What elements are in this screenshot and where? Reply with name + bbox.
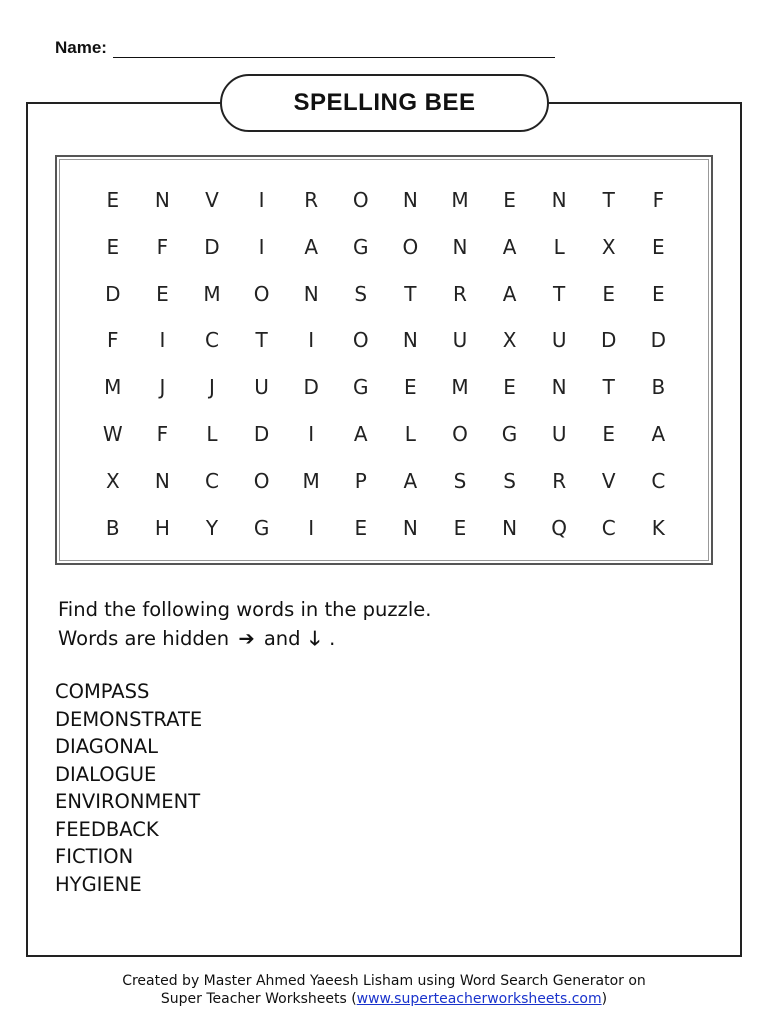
title-text: SPELLING BEE <box>293 89 476 116</box>
grid-letter: C <box>651 468 666 493</box>
name-blank-line <box>113 41 555 58</box>
grid-letter: W <box>102 421 123 446</box>
grid-letter: T <box>255 328 268 353</box>
grid-letter: J <box>209 375 215 400</box>
grid-letter: E <box>652 281 665 306</box>
instruction-hidden-text: Words are hidden <box>58 627 230 650</box>
grid-letter: X <box>601 234 616 259</box>
grid-letter: E <box>453 515 467 540</box>
grid-letter: I <box>258 188 265 212</box>
grid-letter: T <box>602 188 615 212</box>
grid-letter: F <box>107 328 119 353</box>
grid-letter: A <box>502 281 517 306</box>
grid-letter: E <box>602 421 616 446</box>
grid-letter: M <box>451 375 469 400</box>
grid-letter: C <box>205 328 219 353</box>
grid-letter: O <box>352 328 369 353</box>
grid-letter: E <box>354 515 368 540</box>
grid-letter: Q <box>551 515 568 540</box>
footer-line-2 <box>0 990 768 1008</box>
grid-letter: O <box>253 468 270 493</box>
grid-letter: E <box>602 281 616 306</box>
grid-letter: F <box>156 421 169 446</box>
instruction-period: . <box>329 627 336 650</box>
grid-letter: F <box>652 188 665 212</box>
word-list-item: DEMONSTRATE <box>55 707 203 731</box>
grid-letter: X <box>105 468 120 493</box>
grid-letter: D <box>105 281 121 306</box>
grid-letter: K <box>651 515 665 540</box>
grid-letter: E <box>106 188 120 212</box>
grid-letter: T <box>404 281 417 306</box>
grid-letter: S <box>453 468 467 493</box>
grid-letter: M <box>203 281 221 306</box>
grid-letter: M <box>451 188 469 212</box>
grid-letter: T <box>602 375 615 400</box>
grid-letter: E <box>503 375 516 400</box>
name-label: Name: <box>55 38 107 57</box>
grid-letter: M <box>104 375 122 400</box>
grid-letter: P <box>354 468 367 493</box>
grid-letter: V <box>601 468 616 493</box>
word-search-grid <box>88 180 684 554</box>
grid-letter: R <box>552 468 567 493</box>
grid-letter: M <box>302 468 320 493</box>
grid-letter: N <box>551 188 567 212</box>
worksheet-title <box>220 74 549 132</box>
grid-letter: U <box>551 421 567 446</box>
grid-letter: E <box>503 188 516 212</box>
footer-prefix: Super Teacher Worksheets ( <box>160 991 357 1007</box>
grid-letter: E <box>652 234 665 259</box>
grid-letter: N <box>551 375 567 400</box>
word-list-item: COMPASS <box>55 680 150 703</box>
grid-letter: D <box>204 234 220 259</box>
grid-letter: E <box>106 234 120 259</box>
grid-letter: D <box>303 375 319 400</box>
grid-letter: I <box>308 515 315 540</box>
grid-letter: A <box>651 421 666 446</box>
grid-letter: O <box>352 188 369 212</box>
grid-letter: Y <box>205 515 219 540</box>
word-list-item: ENVIRONMENT <box>55 790 201 813</box>
grid-letter: R <box>304 188 319 212</box>
grid-letter: V <box>205 188 219 212</box>
grid-letter: D <box>601 328 617 353</box>
grid-letter: I <box>258 234 265 259</box>
grid-letter: S <box>354 281 368 306</box>
grid-letter: A <box>304 234 319 259</box>
grid-letter: H <box>154 515 170 540</box>
grid-letter: N <box>303 281 319 306</box>
grid-letter: L <box>206 421 218 446</box>
grid-letter: C <box>601 515 616 540</box>
footer <box>0 972 768 1008</box>
arrow-right-icon: ➔ <box>238 627 255 650</box>
grid-letter: N <box>402 188 418 212</box>
grid-letter: D <box>253 421 270 446</box>
grid-letter: G <box>353 234 369 259</box>
grid-letter: G <box>353 375 369 400</box>
grid-letter: O <box>402 234 419 259</box>
grid-letter: F <box>156 234 169 259</box>
grid-letter: E <box>404 375 417 400</box>
grid-letter: L <box>553 234 565 259</box>
grid-letter: B <box>105 515 120 540</box>
grid-letter: L <box>404 421 416 446</box>
grid-letter: G <box>253 515 270 540</box>
footer-line-1: Created by Master Ahmed Yaeesh Lisham using Word Search Generator on <box>122 973 646 989</box>
grid-letter: N <box>452 234 468 259</box>
grid-letter: A <box>403 468 418 493</box>
footer-suffix: ) <box>601 991 608 1007</box>
grid-letter: S <box>503 468 516 493</box>
grid-letter: I <box>308 421 315 446</box>
grid-letter: N <box>402 515 418 540</box>
grid-letter: N <box>502 515 518 540</box>
grid-letter: X <box>502 328 517 353</box>
grid-letter: T <box>553 281 566 306</box>
word-list-item: HYGIENE <box>55 872 142 896</box>
grid-letter: J <box>159 375 166 400</box>
grid-letter: I <box>159 328 166 353</box>
grid-letter: D <box>650 328 667 353</box>
arrow-down-icon: 🡓 <box>309 627 320 650</box>
grid-letter: O <box>253 281 270 306</box>
grid-letter: U <box>452 328 468 353</box>
word-list-item: DIALOGUE <box>55 762 157 786</box>
instruction-line-2 <box>58 624 432 653</box>
word-list <box>55 678 202 898</box>
grid-letter: O <box>452 421 468 446</box>
grid-letter: B <box>651 375 666 400</box>
grid-letter: N <box>154 468 170 493</box>
word-list-item: FICTION <box>55 845 134 868</box>
word-list-item: FEEDBACK <box>55 817 159 841</box>
grid-letter: R <box>453 281 467 306</box>
footer-link[interactable]: www.superteacherworksheets.com <box>356 991 602 1007</box>
grid-letter: A <box>353 421 368 446</box>
grid-letter: U <box>551 328 567 353</box>
grid-letter: N <box>154 188 170 212</box>
grid-letter: A <box>502 234 517 259</box>
grid-letter: C <box>205 468 219 493</box>
grid-letter: G <box>501 421 518 446</box>
name-field <box>55 38 555 58</box>
instruction-and-text: and <box>263 627 301 650</box>
grid-letter: N <box>402 328 418 353</box>
grid-letter: I <box>308 328 315 353</box>
grid-letter: E <box>156 281 169 306</box>
instructions <box>58 595 432 653</box>
instruction-line-1: Find the following words in the puzzle. <box>58 598 432 621</box>
grid-letter: U <box>254 375 269 400</box>
word-list-item: DIAGONAL <box>55 735 159 758</box>
